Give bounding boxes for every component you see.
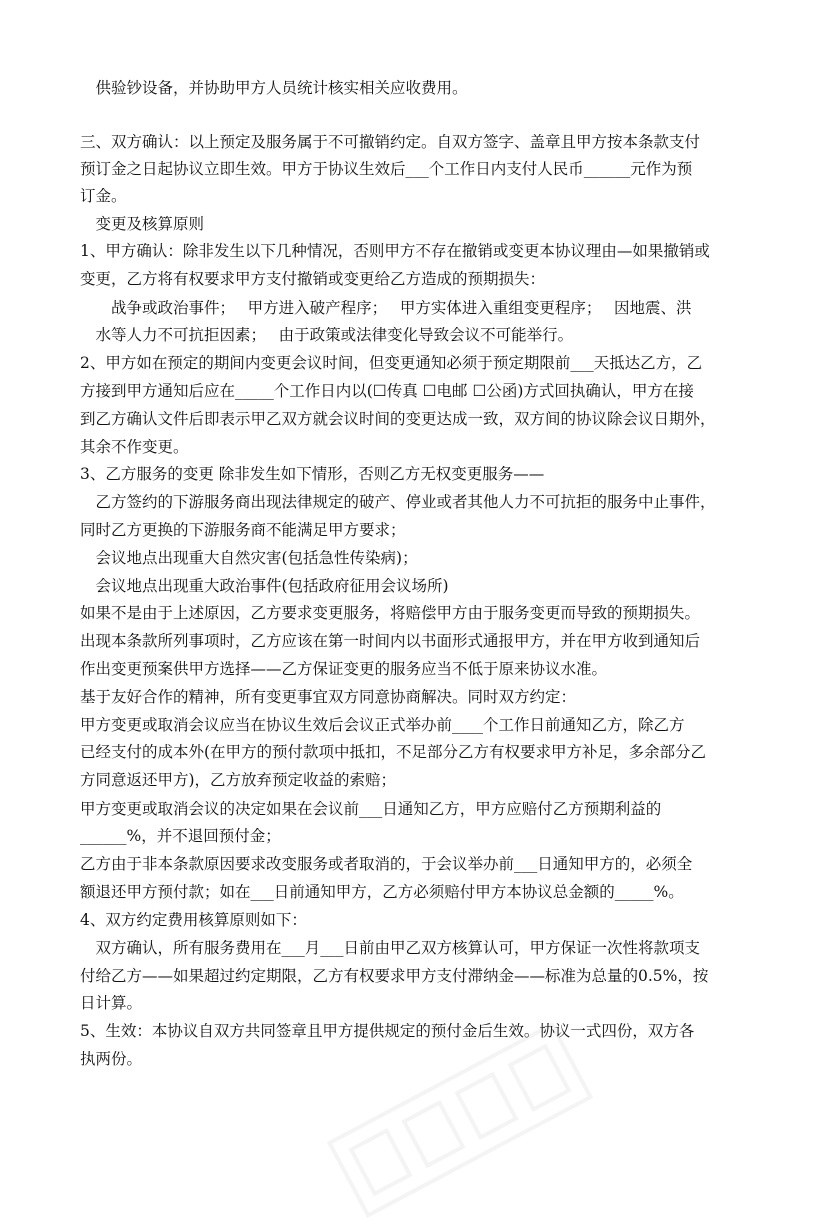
text-line: 2、甲方如在预定的期间内变更会议时间，但变更通知必须于预定期限前___天抵达乙方，乙 bbox=[80, 354, 703, 372]
text-line: 1、甲方确认：除非发生以下几种情况，否则甲方不存在撤销或变更本协议理由—如果撤销或 bbox=[80, 242, 710, 260]
text-line: 付给乙方——如果超过约定期限，乙方有权要求甲方支付滞纳金——标准为总量的0.5%，按 bbox=[80, 967, 709, 985]
text-line: 同时乙方更换的下游服务商不能满足甲方要求； bbox=[80, 521, 406, 539]
text-line: 3、乙方服务的变更 除非发生如下情形，否则乙方无权变更服务—— bbox=[80, 465, 545, 483]
text-line: 变更，乙方将有权要求甲方支付撤销或变更给乙方造成的预期损失： bbox=[80, 270, 546, 288]
text-line: 甲方变更或取消会议应当在协议生效后会议正式举办前____个工作日前通知乙方，除乙方 bbox=[80, 716, 685, 734]
text-line: 乙方由于非本条款原因要求改变服务或者取消的，于会议举办前___日通知甲方的，必须全 bbox=[80, 855, 693, 873]
text-line: 如果不是由于上述原因，乙方要求变更服务，将赔偿甲方由于服务变更而导致的预期损失。 bbox=[80, 604, 701, 622]
text-line: ______%，并不退回预付金； bbox=[80, 827, 281, 845]
text-line: 方同意返还甲方)，乙方放弃预定收益的索赔； bbox=[80, 771, 397, 789]
text-line: 日计算。 bbox=[80, 994, 143, 1012]
text-line: 三、双方确认：以上预定及服务属于不可撤销约定。自双方签字、盖章且甲方按本条款支付 bbox=[80, 133, 701, 151]
text-line: 订金。 bbox=[80, 187, 127, 205]
section-heading: 变更及核算原则 bbox=[80, 215, 205, 233]
text-line: 乙方签约的下游服务商出现法律规定的破产、停业或者其他人力不可抗拒的服务中止事件， bbox=[80, 493, 716, 511]
text-line: 水等人力不可抗拒因素； 由于政策或法律变化导致会议不可能举行。 bbox=[80, 326, 574, 344]
text-line: 作出变更预案供甲方选择——乙方保证变更的服务应当不低于原来协议水准。 bbox=[80, 660, 608, 678]
text-line: 其余不作变更。 bbox=[80, 438, 189, 456]
text-line: 额退还甲方预付款；如在___日前通知甲方，乙方必须赔付甲方本协议总金额的_____%。 bbox=[80, 883, 684, 901]
text-line: 甲方变更或取消会议的决定如果在会议前___日通知乙方，甲方应赔付乙方预期利益的 bbox=[80, 800, 662, 818]
text-line: 5、生效：本协议自双方共同签章且甲方提供规定的预付金后生效。协议一式四份，双方各 bbox=[80, 1022, 695, 1040]
text-line: 供验钞设备，并协助甲方人员统计核实相关应收费用。 bbox=[80, 79, 468, 97]
text-line: 会议地点出现重大自然灾害(包括急性传染病)； bbox=[80, 549, 418, 567]
text-line: 方接到甲方通知后应在_____个工作日内以(☐传真 ☐电邮 ☐公函)方式回执确认，甲方在接 bbox=[80, 382, 694, 400]
text-line: 基于友好合作的精神，所有变更事宜双方同意协商解决。同时双方约定： bbox=[80, 688, 577, 706]
text-line: 预订金之日起协议立即生效。甲方于协议生效后___个工作日内支付人民币______元作为预 bbox=[80, 160, 693, 178]
text-line: 4、双方约定费用核算原则如下： bbox=[80, 911, 307, 929]
text-line: 到乙方确认文件后即表示甲乙双方就会议时间的变更达成一致，双方间的协议除会议日期外， bbox=[80, 410, 716, 428]
text-line: 执两份。 bbox=[80, 1050, 143, 1068]
text-line: 会议地点出现重大政治事件(包括政府征用会议场所) bbox=[80, 577, 449, 595]
text-line: 已经支付的成本外(在甲方的预付款项中抵扣，不足部分乙方有权要求甲方补足，多余部分乙 bbox=[80, 743, 707, 761]
text-line: 双方确认，所有服务费用在___月___日前由甲乙双方核算认可，甲方保证一次性将款项支 bbox=[80, 939, 701, 957]
text-line: 出现本条款所列事项时，乙方应该在第一时间内以书面形式通报甲方，并在甲方收到通知后 bbox=[80, 632, 701, 650]
text-line: 战争或政治事件； 甲方进入破产程序； 甲方实体进入重组变更程序； 因地震、洪 bbox=[80, 299, 692, 317]
